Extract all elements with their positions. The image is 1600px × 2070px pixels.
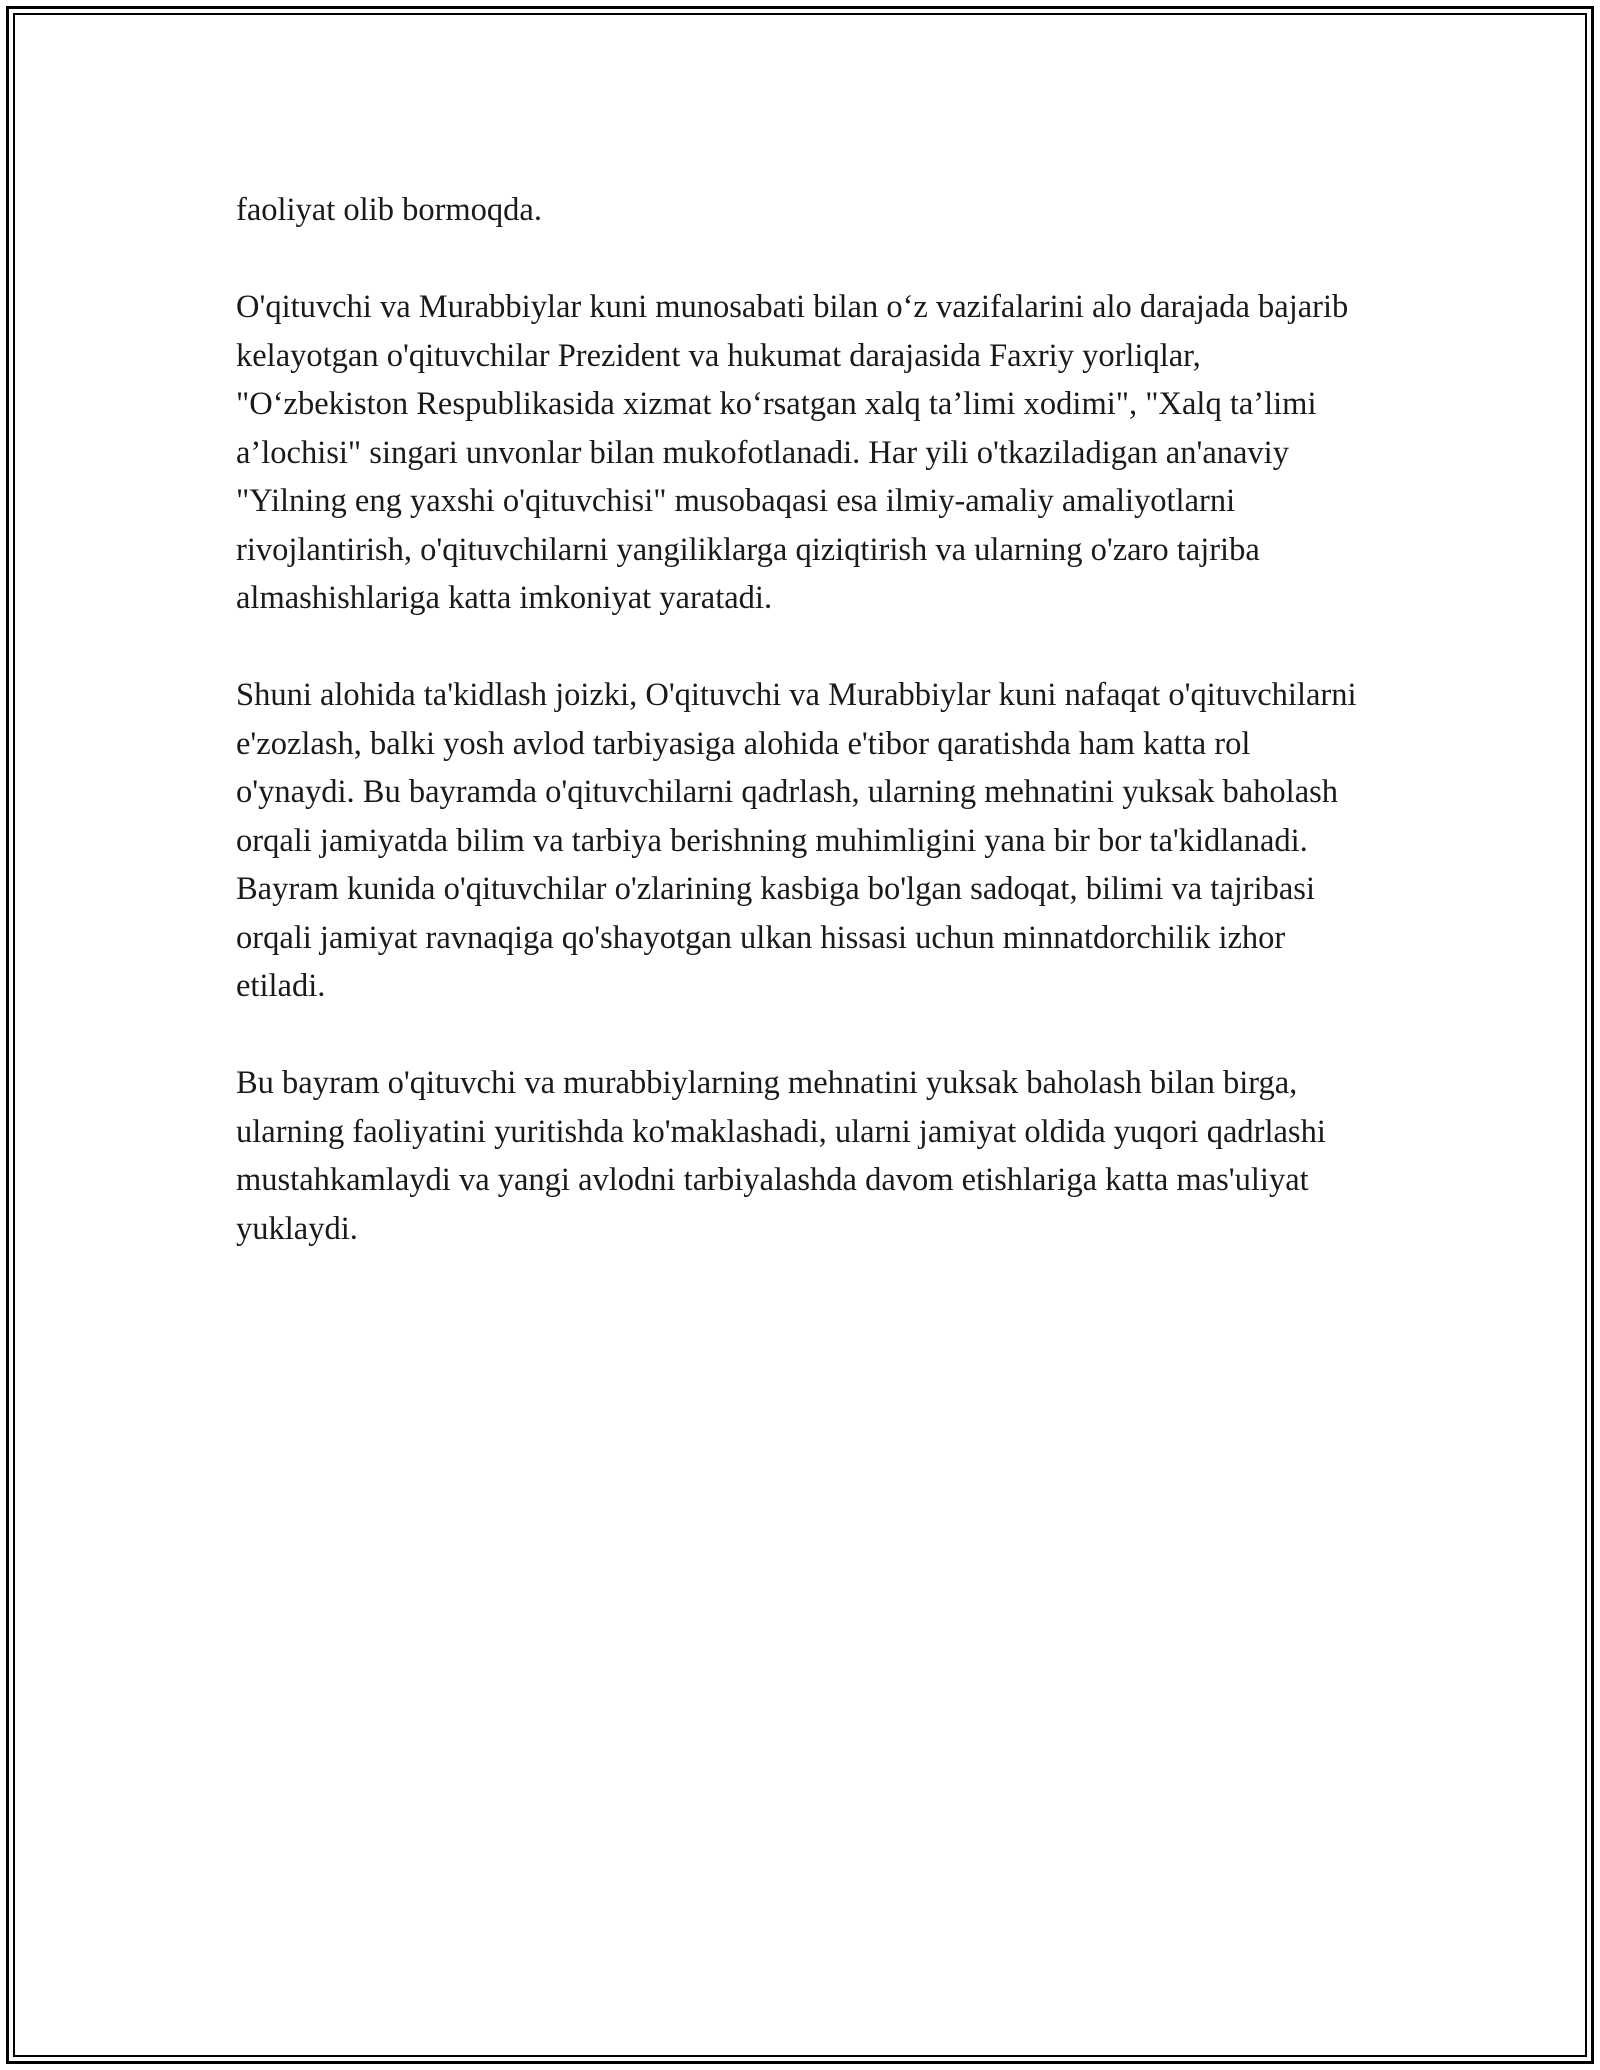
paragraph-significance: Shuni alohida ta'kidlash joizki, O'qituvchi va Murabbiylar kuni nafaqat o'qituvchilarni e'zozlash, balki yosh avlod tarbiyasiga alohida e'tibor qaratishda ham katta rol o'ynaydi. Bu bayramda o'qituvchilarni qadrlash, ularning mehnatini yuksak baholash orqali jamiyatda bilim va tarbiya berishning muhimligini yana bir bor ta'kidlanadi. Bayram kunida o'qituvchilar o'zlarining kasbiga bo'lgan sadoqat, bilimi va tajribasi orqali jamiyat ravnaqiga qo'shayotgan ulkan hissasi uchun minnatdorchilik izhor etiladi. [236,677,1357,1004]
paragraph-conclusion: Bu bayram o'qituvchi va murabbiylarning mehnatini yuksak baholash bilan birga, ularning faoliyatini yuritishda ko'maklashadi, ularni jamiyat oldida yuqori qadrlashi mustahkamlaydi va yangi avlodni tarbiyalashda davom etishlariga katta mas'uliyat yuklaydi. [236,1065,1326,1247]
paragraph-continuation: faoliyat olib bormoqda. [236,192,542,228]
paragraph-awards: O'qituvchi va Murabbiylar kuni munosabati bilan o‘z vazifalarini alo darajada bajarib kelayotgan o'qituvchilar Prezident va hukumat darajasida Faxriy yorliqlar, "O‘zbekiston Respublikasida xizmat ko‘rsatgan xalq ta’limi xodimi", "Xalq ta’limi a’lochisi" singari unvonlar bilan mukofotlanadi. Har yili o'tkaziladigan an'anaviy "Yilning eng yaxshi o'qituvchisi" musobaqasi esa ilmiy-amaliy amaliyotlarni rivojlantirish, o'qituvchilarni yangiliklarga qiziqtirish va ularning o'zaro tajriba almashishlariga katta imkoniyat yaratadi. [236,289,1349,616]
document-body [236,186,1376,1302]
